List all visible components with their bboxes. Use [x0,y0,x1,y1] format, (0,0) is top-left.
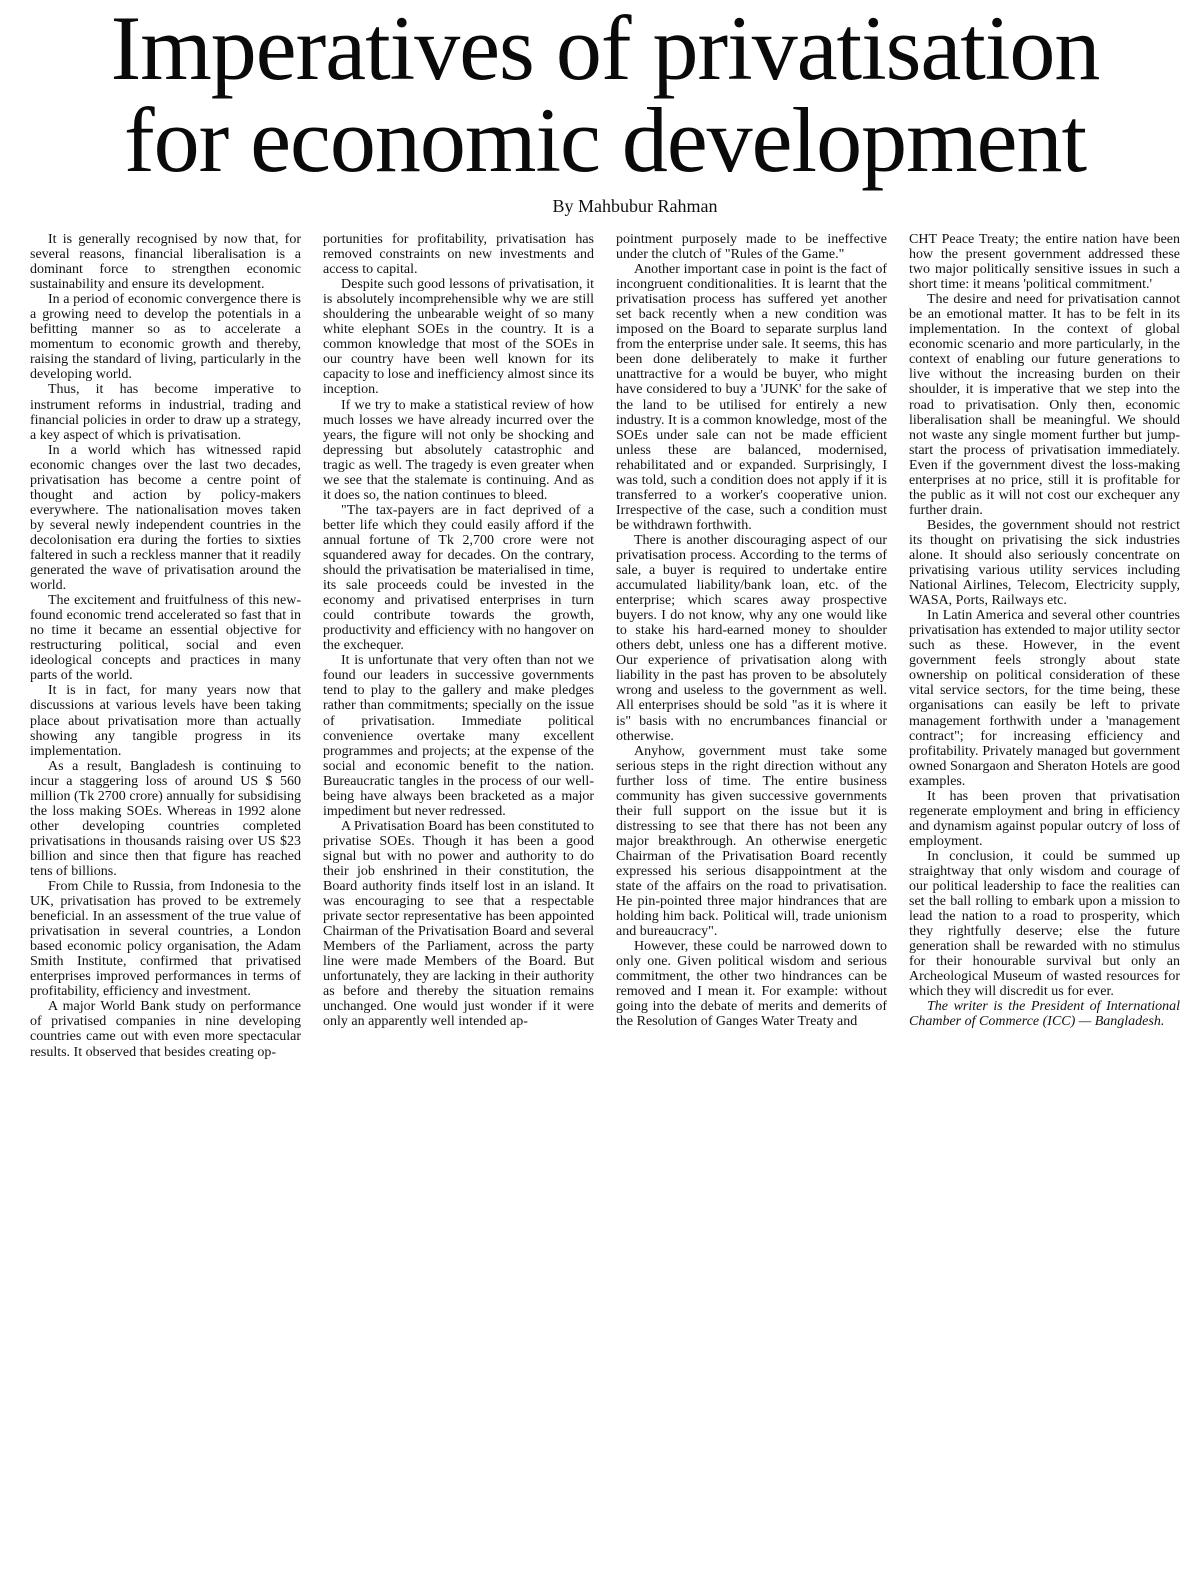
headline-line-2: for economic development [123,89,1087,191]
paragraph: Anyhow, government must take some serious steps in the right direction without any further loss of time. The entire business community has given successive governments their full support on the issue but it is distressing to see that there has not been any major breakthrough. An otherwise energetic Chairman of the Privatisation Board recently expressed his serious disappointment at the state of the affairs on the road to privatisation. He pin-pointed three major hindrances that are holding him back. Political will, trade unionism and bureaucracy". [616,743,887,940]
column-3 [616,232,887,1566]
headline [30,0,1180,191]
paragraph: The desire and need for privatisation cannot be an emotional matter. It has to be felt in its implementation. In the context of global economic scenario and more particularly, in the context of enabling our future generations to live without the increasing burden on their shoulder, it is imperative that we step into the road to privatisation. Only then, economic liberalisation shall be meaningful. We should not waste any single moment further but jump-start the process of privatisation immediately. Even if the government divest the loss-making enterprises at no price, still it is profitable for the public as it will not cost our exchequer any further drain. [909,292,1180,518]
byline: By Mahbubur Rahman [552,196,718,216]
paragraph: Despite such good lessons of privatisation, it is absolutely incomprehensible why we are still shouldering the unbearable weight of so many white elephant SOEs in the country. It is a common knowledge that most of the SOEs in our country have been well known for its capacity to lose and inefficiency almost since its inception. [323,277,594,398]
paragraph: The excitement and fruitfulness of this new-found economic trend accelerated so fast that in no time it became an essential objective for restructuring political, social and even ideological concepts and practices in many parts of the world. [30,593,301,684]
paragraph: A Privatisation Board has been constituted to privatise SOEs. Though it has been a good signal but with no power and authority to do their job enshrined in their constitution, the Board authority finds itself lost in an island. It was encouraging to see that a respectable private sector representative has been appointed Chairman of the Privatisation Board and several Members of the Parliament, across the party line were made Members of the Board. But unfortunately, they are lacking in their authority as before and thereby the situation remains unchanged. One would just wonder if it were only an apparently well intended ap- [323,818,594,1030]
paragraph: Thus, it has become imperative to instrument reforms in industrial, trading and financial policies in order to draw up a strategy, a key aspect of which is privatisation. [30,382,301,443]
paragraph: Another important case in point is the fact of incongruent conditionalities. It is learnt that the privatisation process has suffered yet another set back recently when a new condition was imposed on the Board to separate surplus land from the enterprise under sale. It seems, this has been done deliberately to make it further unattractive for a would be buyer, who might have considered to buy a 'JUNK' for the sake of the land to be utilised for entirely a new industry. It is a common knowledge, most of the SOEs under sale can not be made efficient unless these are balanced, modernised, rehabilitated and or expanded. Surprisingly, I was told, such a condition does not apply if it is transferred to a worker's cooperative union. Irrespective of the case, such a condition must be withdrawn forthwith. [616,262,887,533]
paragraph: pointment purposely made to be ineffective under the clutch of "Rules of the Game." [616,232,887,263]
paragraph: From Chile to Russia, from Indonesia to the UK, privatisation has proved to be extremely beneficial. In an assessment of the true value of privatisation in several countries, a London based economic policy organisation, the Adam Smith Institute, confirmed that privatised enterprises improved performances in terms of profitability, efficiency and investment. [30,879,301,1000]
paragraph: As a result, Bangladesh is continuing to incur a staggering loss of around US $ 560 million (Tk 2700 crore) annually for subsidising the loss making SOEs. Whereas in 1992 alone other developing countries completed privatisations in thousands raising over US $23 billion and since then that figure has reached tens of billions. [30,758,301,879]
article-body [30,232,1180,1566]
paragraph: However, these could be narrowed down to only one. Given political wisdom and serious commitment, the other two hindrances can be removed and I mean it. For example: without going into the debate of merits and demerits of the Resolution of Ganges Water Treaty and [616,939,887,1030]
paragraph: It has been proven that privatisation regenerate employment and bring in efficiency and dynamism against popular outcry of loss of employment. [909,788,1180,849]
paragraph: If we try to make a statistical review of how much losses we have already incurred over the years, the figure will not only be shocking and depressing but absolutely catastrophic and tragic as well. The tragedy is even greater when we see that the stalemate is continuing. And as it does so, the nation continues to bleed. [323,397,594,503]
paragraph: CHT Peace Treaty; the entire nation have been how the present government addressed these two major politically sensitive issues in such a short time: it means 'political commitment.' [909,232,1180,293]
paragraph: There is another discouraging aspect of our privatisation process. According to the terms of sale, a buyer is required to undertake entire accumulated liability/bank loan, etc. of the enterprise; which scares away prospective buyers. I do not know, why any one would like to stake his hard-earned money to shoulder others debt, unless one has a different motive. Our experience of privatisation along with liability in the past has proven to be absolutely wrong and useless to the government as well. All enterprises should be sold "as it is where it is" basis with no encrumbances financial or otherwise. [616,532,887,744]
column-2 [323,232,594,1566]
paragraph: In a period of economic convergence there is a growing need to develop the potentials in a befitting manner so as to accelerate a momentum to economic growth and thereby, raising the standard of living, particularly in the developing world. [30,292,301,383]
paragraph: "The tax-payers are in fact deprived of a better life which they could easily afford if the annual fortune of Tk 2,700 crore were not squandered away for decades. On the contrary, should the privatisation be materialised in time, its sale proceeds could be invested in the economy and privatised enterprises in turn could contribute towards the growth, productivity and efficiency with no hangover on the exchequer. [323,502,594,654]
headline-line-1: Imperatives of privatisation [110,0,1100,99]
paragraph: In Latin America and several other countries privatisation has extended to major utility sector such as these. However, in the event government feels strongly about state ownership on political consideration of these vital service sectors, for the time being, these organisations can easily be left to private management forthwith under a 'management contract"; for increasing efficiency and profitability. Privately managed but government owned Sonargaon and Sheraton Hotels are good examples. [909,608,1180,789]
paragraph: Besides, the government should not restrict its thought on privatising the sick industries alone. It should also seriously concentrate on privatising various utility services including National Airlines, Telecom, Electricity supply, WASA, Ports, Railways etc. [909,517,1180,609]
paragraph: portunities for profitability, privatisation has removed constraints on new investments and access to capital. [323,232,594,278]
paragraph: It is in fact, for many years now that discussions at various levels have been taking place about privatisation more than actually showing any tangible progress in its implementation. [30,683,301,759]
column-1 [30,232,301,1566]
paragraph: In conclusion, it could be summed up straightway that only wisdom and courage of our political leadership to face the realities can set the ball rolling to embark upon a mission to lead the nation to a road to prosperity, which they rightfully deserve; else the future generation shall be rewarded with no stimulus for their honourable survival but only an Archeological Museum of wasted resources for which they will discredit us for ever. [909,848,1180,1000]
author-credit: The writer is the President of International Chamber of Commerce (ICC) — Bangladesh. [909,999,1180,1030]
paragraph: It is unfortunate that very often than not we found our leaders in successive governments tend to play to the gallery and make pledges rather than commitments; specially on the issue of privatisation. Immediate political convenience overtake many excellent programmes and projects; at the expense of the social and economic benefit to the nation. Bureaucratic tangles in the process of our well-being have always been bracketed as a major impediment but never redressed. [323,653,594,819]
paragraph: In a world which has witnessed rapid economic changes over the last two decades, privatisation has become a centre point of thought and action by policy-makers everywhere. The nationalisation moves taken by several newly independent countries in the decolonisation era during the forties to sixties faltered in such a reckless manner that it readily generated the wave of privatisation around the world. [30,442,301,594]
paragraph: It is generally recognised by now that, for several reasons, financial liberalisation is a dominant force to strengthen economic sustainability and ensure its development. [30,232,301,293]
paragraph: A major World Bank study on performance of privatised companies in nine developing countries came out with even more spectacular results. It observed that besides creating op- [30,999,301,1060]
column-4 [909,232,1180,1566]
